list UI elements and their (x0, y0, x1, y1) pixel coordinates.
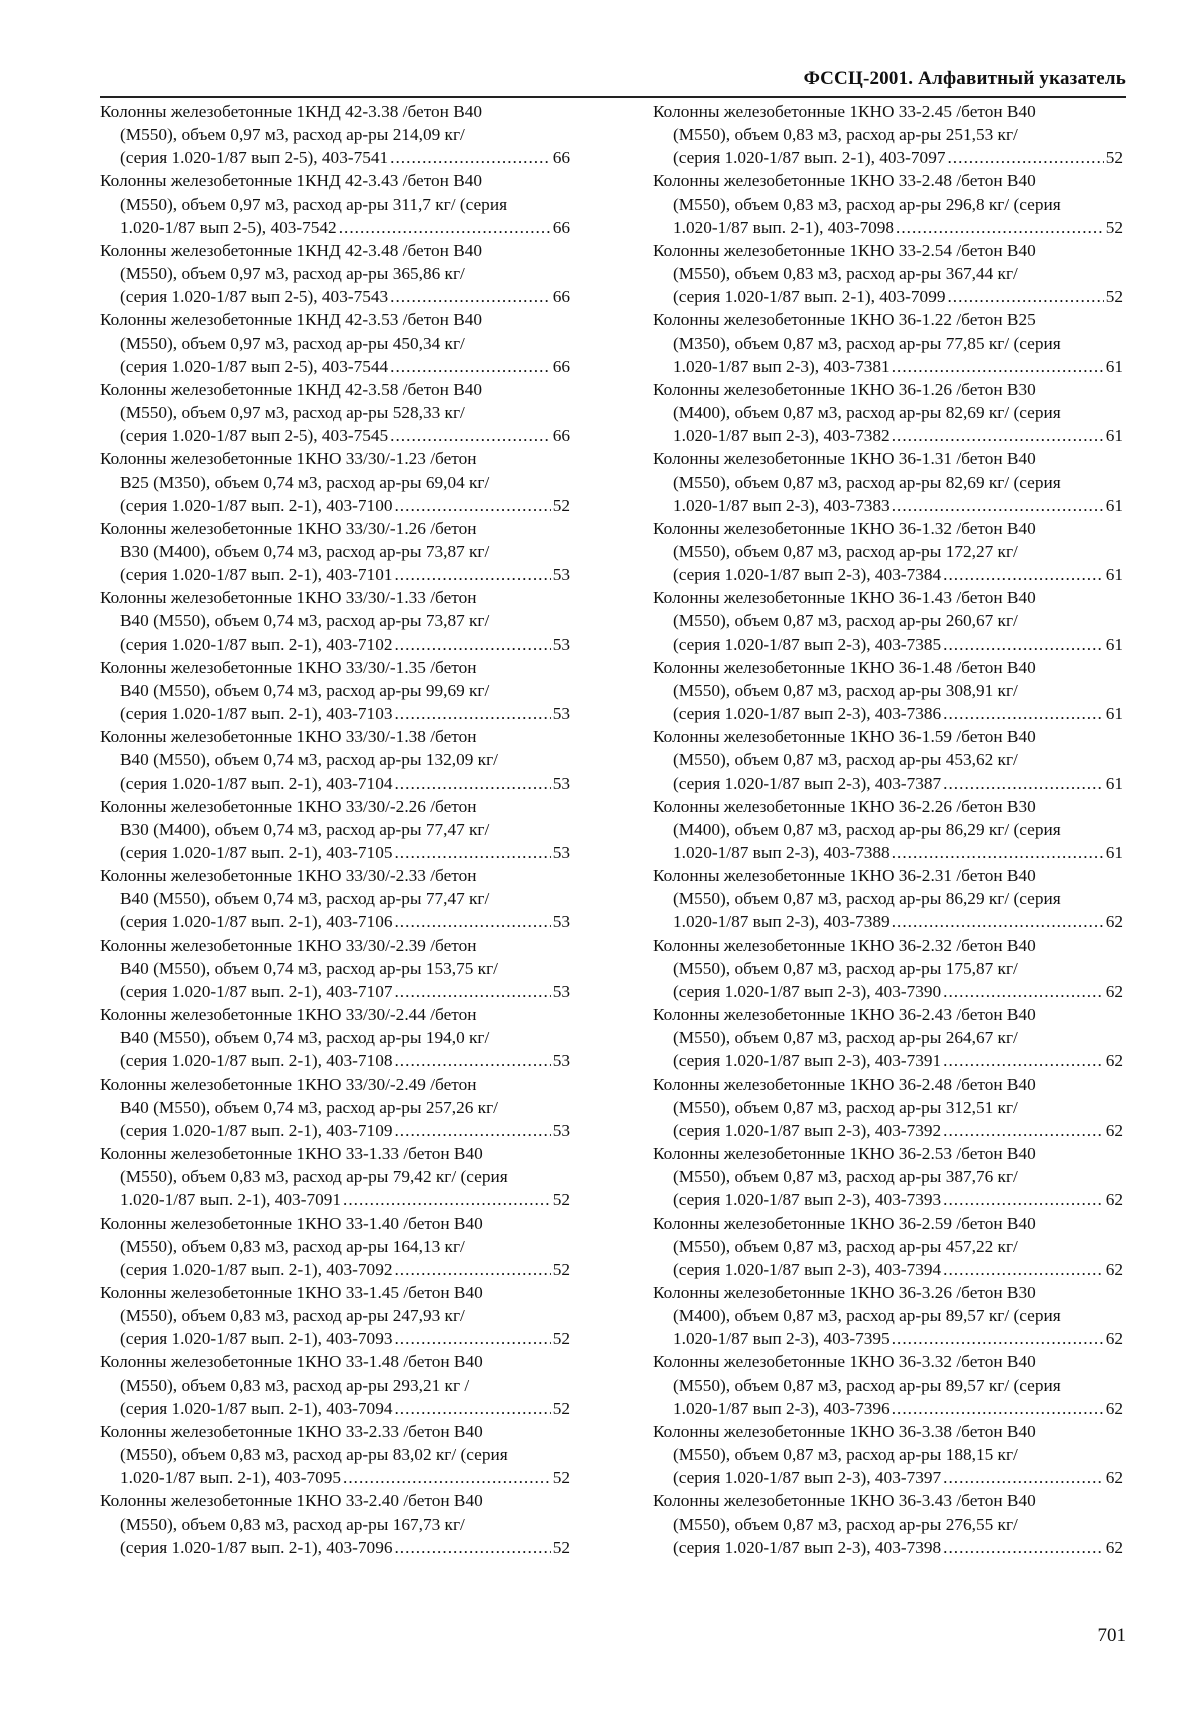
index-entry (653, 517, 1123, 586)
index-entry (100, 378, 570, 447)
entry-line: (М550), объем 0,87 м3, расход ар-ры 264,67 кг/ (673, 1028, 1018, 1048)
entry-line: (серия 1.020-1/87 вып. 2-1), 403-7097 (673, 148, 946, 168)
entry-last-line (100, 1049, 570, 1072)
entry-line: (серия 1.020-1/87 вып 2-3), 403-7392 (673, 1120, 942, 1140)
dot-leader (943, 633, 1104, 656)
index-entry (653, 1142, 1123, 1211)
entry-line: 1.020-1/87 вып. 2-1), 403-7095 (120, 1468, 342, 1488)
entry-heading: Колонны железобетонные 1КНО 36-2.48 /бетон В40 (653, 1074, 1036, 1094)
dot-leader (943, 1466, 1104, 1489)
index-entry (653, 1003, 1123, 1072)
dot-leader (394, 633, 550, 656)
index-entry (100, 239, 570, 308)
index-entry (100, 169, 570, 238)
entry-heading: Колонны железобетонные 1КНО 36-1.59 /бетон В40 (653, 727, 1036, 747)
entry-heading: Колонны железобетонные 1КНО 33-2.40 /бетон В40 (100, 1491, 483, 1511)
entry-line: (серия 1.020-1/87 вып. 2-1), 403-7106 (120, 912, 393, 932)
entry-line: (серия 1.020-1/87 вып 2-3), 403-7385 (673, 634, 942, 654)
entry-heading: Колонны железобетонные 1КНО 33-1.40 /бетон В40 (100, 1213, 483, 1233)
entry-line: В40 (М550), объем 0,74 м3, расход ар-ры 257,26 кг/ (120, 1097, 498, 1117)
entry-line: (серия 1.020-1/87 вып 2-3), 403-7391 (673, 1051, 942, 1071)
entry-page-ref: 52 (552, 1259, 570, 1279)
index-entry (653, 864, 1123, 933)
entry-line: (М550), объем 0,97 м3, расход ар-ры 311,7 кг/ (серия (120, 194, 508, 214)
entry-page-ref: 62 (1105, 1259, 1123, 1279)
dot-leader (943, 1188, 1104, 1211)
entry-page-ref: 61 (1105, 773, 1123, 793)
entry-page-ref: 53 (552, 843, 570, 862)
dot-leader (394, 1397, 550, 1420)
entry-page-ref: 53 (552, 565, 570, 585)
index-entry (100, 308, 570, 377)
entry-page-ref: 52 (1105, 148, 1123, 168)
entry-line: В30 (М400), объем 0,74 м3, расход ар-ры 77,47 кг/ (120, 819, 490, 839)
entry-page-ref: 61 (1105, 426, 1123, 446)
entry-line: 1.020-1/87 вып 2-3), 403-7382 (673, 426, 890, 446)
entry-line: (М550), объем 0,87 м3, расход ар-ры 387,76 кг/ (673, 1167, 1018, 1187)
index-entry (100, 1281, 570, 1350)
index-entry (100, 725, 570, 794)
entry-page-ref: 52 (552, 495, 570, 515)
entry-last-line (100, 841, 570, 864)
entry-page-ref: 53 (552, 1051, 570, 1071)
dot-leader (943, 980, 1104, 1003)
dot-leader (394, 910, 550, 933)
index-entry (653, 1420, 1123, 1489)
dot-leader (943, 1536, 1104, 1559)
entry-last-line (653, 1397, 1123, 1420)
dot-leader (943, 702, 1104, 725)
entry-last-line (100, 1119, 570, 1142)
index-entry (653, 1281, 1123, 1350)
entry-heading: Колонны железобетонные 1КНО 36-1.48 /бетон В40 (653, 657, 1036, 677)
index-entry (100, 1212, 570, 1281)
dot-leader (394, 1119, 550, 1142)
index-entry (100, 1350, 570, 1419)
entry-heading: Колонны железобетонные 1КНО 36-3.32 /бетон В40 (653, 1352, 1036, 1372)
entry-line: (серия 1.020-1/87 вып. 2-1), 403-7094 (120, 1398, 393, 1418)
entry-heading: Колонны железобетонные 1КНО 36-2.26 /бетон В30 (653, 796, 1036, 816)
index-entry (653, 656, 1123, 725)
entry-last-line (653, 563, 1123, 586)
dot-leader (892, 355, 1104, 378)
entry-last-line (653, 146, 1123, 169)
entry-heading: Колонны железобетонные 1КНО 33/30/-2.33 /бетон (100, 866, 477, 886)
index-entry (100, 1003, 570, 1072)
entry-line: (серия 1.020-1/87 вып 2-3), 403-7394 (673, 1259, 942, 1279)
entry-heading: Колонны железобетонные 1КНО 33-1.45 /бетон В40 (100, 1282, 483, 1302)
entry-page-ref: 62 (1105, 1120, 1123, 1140)
entry-page-ref: 66 (552, 287, 570, 307)
entry-last-line (653, 1258, 1123, 1281)
entry-line: (серия 1.020-1/87 вып. 2-1), 403-7108 (120, 1051, 393, 1071)
entry-last-line (100, 910, 570, 933)
entry-line: 1.020-1/87 вып 2-3), 403-7388 (673, 843, 890, 862)
entry-page-ref: 52 (552, 1468, 570, 1488)
entry-line: (серия 1.020-1/87 вып. 2-1), 403-7103 (120, 704, 393, 724)
dot-leader (394, 1049, 550, 1072)
index-entry (653, 447, 1123, 516)
index-entry (100, 1142, 570, 1211)
entry-page-ref: 52 (1105, 287, 1123, 307)
entry-last-line (653, 1466, 1123, 1489)
entry-line: (М350), объем 0,87 м3, расход ар-ры 77,85 кг/ (серия (673, 333, 1061, 353)
entry-page-ref: 61 (1105, 565, 1123, 585)
entry-last-line (100, 563, 570, 586)
entry-heading: Колонны железобетонные 1КНО 33-2.45 /бетон В40 (653, 102, 1036, 121)
entry-page-ref: 53 (552, 773, 570, 793)
entry-line: (серия 1.020-1/87 вып 2-5), 403-7544 (120, 356, 389, 376)
entry-page-ref: 61 (1105, 843, 1123, 862)
dot-leader (394, 702, 550, 725)
entry-page-ref: 62 (1105, 1051, 1123, 1071)
index-entry (653, 934, 1123, 1003)
entry-last-line (100, 633, 570, 656)
entry-page-ref: 53 (552, 1120, 570, 1140)
entry-heading: Колонны железобетонные 1КНО 33/30/-2.26 /бетон (100, 796, 477, 816)
entry-line: (М550), объем 0,87 м3, расход ар-ры 457,22 кг/ (673, 1236, 1018, 1256)
entry-page-ref: 61 (1105, 634, 1123, 654)
index-entry (100, 586, 570, 655)
entry-line: (серия 1.020-1/87 вып 2-3), 403-7384 (673, 565, 942, 585)
entry-line: (М550), объем 0,83 м3, расход ар-ры 367,44 кг/ (673, 264, 1018, 284)
entry-page-ref: 61 (1105, 356, 1123, 376)
entry-line: (М550), объем 0,87 м3, расход ар-ры 175,87 кг/ (673, 958, 1018, 978)
entry-line: (серия 1.020-1/87 вып 2-3), 403-7386 (673, 704, 942, 724)
entry-line: (серия 1.020-1/87 вып 2-5), 403-7543 (120, 287, 389, 307)
index-entry (100, 656, 570, 725)
entry-heading: Колонны железобетонные 1КНО 36-1.43 /бетон В40 (653, 588, 1036, 608)
entry-last-line (653, 1188, 1123, 1211)
dot-leader (394, 980, 550, 1003)
dot-leader (892, 841, 1104, 864)
dot-leader (390, 146, 551, 169)
entry-last-line (653, 980, 1123, 1003)
index-entry (653, 378, 1123, 447)
entry-page-ref: 52 (1105, 217, 1123, 237)
dot-leader (943, 1119, 1104, 1142)
entry-line: (серия 1.020-1/87 вып. 2-1), 403-7104 (120, 773, 393, 793)
entry-heading: Колонны железобетонные 1КНО 33/30/-1.23 /бетон (100, 449, 477, 469)
entry-line: (серия 1.020-1/87 вып 2-3), 403-7393 (673, 1190, 942, 1210)
entry-last-line (653, 355, 1123, 378)
entry-last-line (100, 146, 570, 169)
entry-page-ref: 62 (1105, 1190, 1123, 1210)
entry-line: (М550), объем 0,83 м3, расход ар-ры 79,42 кг/ (серия (120, 1167, 508, 1187)
entry-line: (серия 1.020-1/87 вып. 2-1), 403-7092 (120, 1259, 393, 1279)
entry-heading: Колонны железобетонные 1КНД 42-3.58 /бетон В40 (100, 379, 483, 399)
dot-leader (943, 563, 1104, 586)
entry-line: (М550), объем 0,87 м3, расход ар-ры 453,62 кг/ (673, 750, 1018, 770)
entry-line: В40 (М550), объем 0,74 м3, расход ар-ры 132,09 кг/ (120, 750, 498, 770)
entry-heading: Колонны железобетонные 1КНО 33-2.54 /бетон В40 (653, 240, 1036, 260)
entry-line: (М550), объем 0,87 м3, расход ар-ры 188,15 кг/ (673, 1445, 1018, 1465)
dot-leader (394, 841, 550, 864)
entry-line: (М400), объем 0,87 м3, расход ар-ры 89,57 кг/ (серия (673, 1306, 1061, 1326)
entry-last-line (100, 1536, 570, 1559)
entry-last-line (100, 702, 570, 725)
entry-line: (серия 1.020-1/87 вып. 2-1), 403-7109 (120, 1120, 393, 1140)
entry-heading: Колонны железобетонные 1КНО 36-2.31 /бетон В40 (653, 866, 1036, 886)
entry-page-ref: 52 (552, 1398, 570, 1418)
index-entry (653, 586, 1123, 655)
entry-line: (М550), объем 0,97 м3, расход ар-ры 450,34 кг/ (120, 333, 465, 353)
entry-last-line (653, 1327, 1123, 1350)
index-entry (653, 795, 1123, 864)
entry-heading: Колонны железобетонные 1КНО 33/30/-2.39 /бетон (100, 935, 477, 955)
entry-heading: Колонны железобетонные 1КНД 42-3.43 /бетон В40 (100, 171, 483, 191)
entry-page-ref: 62 (1105, 1398, 1123, 1418)
entry-line: (серия 1.020-1/87 вып 2-5), 403-7545 (120, 426, 389, 446)
entry-line: 1.020-1/87 вып 2-3), 403-7383 (673, 495, 890, 515)
entry-heading: Колонны железобетонные 1КНО 33/30/-2.44 /бетон (100, 1005, 477, 1025)
entry-line: (М550), объем 0,83 м3, расход ар-ры 167,73 кг/ (120, 1514, 465, 1534)
entry-last-line (653, 216, 1123, 239)
entry-line: (серия 1.020-1/87 вып. 2-1), 403-7100 (120, 495, 393, 515)
entry-page-ref: 62 (1105, 1468, 1123, 1488)
dot-leader (394, 1536, 550, 1559)
entry-line: (серия 1.020-1/87 вып 2-5), 403-7541 (120, 148, 389, 168)
dot-leader (390, 424, 551, 447)
entry-heading: Колонны железобетонные 1КНО 36-2.59 /бетон В40 (653, 1213, 1036, 1233)
dot-leader (892, 1397, 1104, 1420)
index-column-right (653, 100, 1123, 1559)
entry-last-line (100, 285, 570, 308)
entry-line: (серия 1.020-1/87 вып. 2-1), 403-7099 (673, 287, 946, 307)
index-entry (100, 864, 570, 933)
entry-page-ref: 53 (552, 634, 570, 654)
running-header (100, 66, 1126, 98)
entry-line: (серия 1.020-1/87 вып. 2-1), 403-7107 (120, 981, 393, 1001)
entry-line: (М550), объем 0,87 м3, расход ар-ры 82,69 кг/ (серия (673, 472, 1061, 492)
entry-line: (М400), объем 0,87 м3, расход ар-ры 82,69 кг/ (серия (673, 403, 1061, 423)
index-entry (100, 517, 570, 586)
entry-page-ref: 52 (552, 1190, 570, 1210)
entry-last-line (653, 1536, 1123, 1559)
entry-page-ref: 62 (1105, 1537, 1123, 1557)
dot-leader (947, 146, 1103, 169)
entry-last-line (100, 1327, 570, 1350)
entry-page-ref: 52 (552, 1329, 570, 1349)
entry-page-ref: 66 (552, 356, 570, 376)
entry-last-line (653, 910, 1123, 933)
entry-last-line (653, 494, 1123, 517)
entry-line: В40 (М550), объем 0,74 м3, расход ар-ры 77,47 кг/ (120, 889, 490, 909)
index-entry (653, 1212, 1123, 1281)
entry-last-line (653, 772, 1123, 795)
entry-last-line (100, 424, 570, 447)
dot-leader (394, 1327, 550, 1350)
dot-leader (390, 285, 551, 308)
entry-last-line (100, 1258, 570, 1281)
entry-line: (серия 1.020-1/87 вып. 2-1), 403-7102 (120, 634, 393, 654)
header-title: ФССЦ-2001. Алфавитный указатель (803, 68, 1126, 89)
entry-line: (М550), объем 0,87 м3, расход ар-ры 276,55 кг/ (673, 1514, 1018, 1534)
index-entry (100, 100, 570, 169)
entry-line: (М550), объем 0,87 м3, расход ар-ры 308,91 кг/ (673, 680, 1018, 700)
page-number: 701 (1097, 1625, 1126, 1646)
entry-page-ref: 52 (552, 1537, 570, 1557)
entry-line: 1.020-1/87 вып 2-5), 403-7542 (120, 217, 337, 237)
entry-line: (М400), объем 0,87 м3, расход ар-ры 86,29 кг/ (серия (673, 819, 1061, 839)
index-entry (653, 169, 1123, 238)
entry-line: 1.020-1/87 вып 2-3), 403-7381 (673, 356, 890, 376)
entry-last-line (100, 355, 570, 378)
index-entry (100, 1420, 570, 1489)
dot-leader (943, 772, 1104, 795)
entry-heading: Колонны железобетонные 1КНО 36-2.43 /бетон В40 (653, 1005, 1036, 1025)
entry-line: (М550), объем 0,83 м3, расход ар-ры 247,93 кг/ (120, 1306, 465, 1326)
entry-last-line (653, 424, 1123, 447)
entry-last-line (100, 772, 570, 795)
entry-heading: Колонны железобетонные 1КНО 33-2.33 /бетон В40 (100, 1421, 483, 1441)
entry-line: (М550), объем 0,87 м3, расход ар-ры 172,27 кг/ (673, 541, 1018, 561)
index-entry (653, 1350, 1123, 1419)
entry-heading: Колонны железобетонные 1КНО 33/30/-1.33 /бетон (100, 588, 477, 608)
entry-line: (серия 1.020-1/87 вып. 2-1), 403-7101 (120, 565, 393, 585)
dot-leader (394, 494, 550, 517)
dot-leader (892, 1327, 1104, 1350)
entry-line: (серия 1.020-1/87 вып 2-3), 403-7390 (673, 981, 942, 1001)
entry-heading: Колонны железобетонные 1КНО 36-1.22 /бетон В25 (653, 310, 1036, 330)
entry-page-ref: 62 (1105, 1329, 1123, 1349)
index-entry (100, 1073, 570, 1142)
entry-page-ref: 66 (552, 217, 570, 237)
entry-line: (М550), объем 0,87 м3, расход ар-ры 312,51 кг/ (673, 1097, 1018, 1117)
entry-heading: Колонны железобетонные 1КНО 33/30/-1.26 /бетон (100, 518, 477, 538)
entry-last-line (653, 1119, 1123, 1142)
entry-page-ref: 53 (552, 981, 570, 1001)
entry-line: (М550), объем 0,83 м3, расход ар-ры 296,8 кг/ (серия (673, 194, 1061, 214)
entry-heading: Колонны железобетонные 1КНО 36-3.38 /бетон В40 (653, 1421, 1036, 1441)
dot-leader (947, 285, 1103, 308)
index-entry (653, 100, 1123, 169)
entry-last-line (653, 841, 1123, 864)
entry-line: В25 (М350), объем 0,74 м3, расход ар-ры 69,04 кг/ (120, 472, 490, 492)
dot-leader (394, 1258, 550, 1281)
dot-leader (394, 563, 550, 586)
entry-heading: Колонны железобетонные 1КНО 36-1.31 /бетон В40 (653, 449, 1036, 469)
entry-heading: Колонны железобетонные 1КНО 36-3.26 /бетон В30 (653, 1282, 1036, 1302)
dot-leader (390, 355, 551, 378)
entry-line: (серия 1.020-1/87 вып 2-3), 403-7397 (673, 1468, 942, 1488)
entry-heading: Колонны железобетонные 1КНД 42-3.38 /бетон В40 (100, 102, 483, 121)
entry-page-ref: 66 (552, 148, 570, 168)
entry-line: (М550), объем 0,83 м3, расход ар-ры 83,02 кг/ (серия (120, 1445, 508, 1465)
dot-leader (896, 216, 1104, 239)
entry-line: (М550), объем 0,83 м3, расход ар-ры 164,13 кг/ (120, 1236, 465, 1256)
entry-page-ref: 62 (1105, 912, 1123, 932)
entry-last-line (653, 702, 1123, 725)
entry-line: (серия 1.020-1/87 вып. 2-1), 403-7105 (120, 843, 393, 862)
entry-page-ref: 61 (1105, 704, 1123, 724)
entry-heading: Колонны железобетонные 1КНД 42-3.53 /бетон В40 (100, 310, 483, 330)
entry-last-line (653, 285, 1123, 308)
index-entry (100, 795, 570, 864)
dot-leader (892, 494, 1104, 517)
entry-heading: Колонны железобетонные 1КНО 33-1.48 /бетон В40 (100, 1352, 483, 1372)
entry-heading: Колонны железобетонные 1КНО 33-2.48 /бетон В40 (653, 171, 1036, 191)
index-column-left (100, 100, 570, 1559)
entry-page-ref: 53 (552, 704, 570, 724)
entry-line: (М550), объем 0,97 м3, расход ар-ры 528,33 кг/ (120, 403, 465, 423)
entry-heading: Колонны железобетонные 1КНО 36-2.32 /бетон В40 (653, 935, 1036, 955)
entry-line: (М550), объем 0,83 м3, расход ар-ры 251,53 кг/ (673, 125, 1018, 145)
entry-heading: Колонны железобетонные 1КНО 33/30/-1.38 /бетон (100, 727, 477, 747)
entry-heading: Колонны железобетонные 1КНО 36-1.32 /бетон В40 (653, 518, 1036, 538)
index-entry (100, 1489, 570, 1558)
entry-last-line (100, 980, 570, 1003)
entry-heading: Колонны железобетонные 1КНО 36-2.53 /бетон В40 (653, 1144, 1036, 1164)
entry-heading: Колонны железобетонные 1КНО 33/30/-1.35 /бетон (100, 657, 477, 677)
dot-leader (892, 424, 1104, 447)
entry-page-ref: 62 (1105, 981, 1123, 1001)
entry-line: 1.020-1/87 вып 2-3), 403-7396 (673, 1398, 890, 1418)
entry-last-line (100, 494, 570, 517)
index-entry (653, 725, 1123, 794)
entry-line: 1.020-1/87 вып. 2-1), 403-7091 (120, 1190, 342, 1210)
entry-page-ref: 61 (1105, 495, 1123, 515)
entry-line: 1.020-1/87 вып 2-3), 403-7389 (673, 912, 890, 932)
entry-heading: Колонны железобетонные 1КНО 36-3.43 /бетон В40 (653, 1491, 1036, 1511)
index-entry (653, 239, 1123, 308)
entry-page-ref: 53 (552, 912, 570, 932)
entry-line: В40 (М550), объем 0,74 м3, расход ар-ры 73,87 кг/ (120, 611, 490, 631)
entry-line: В40 (М550), объем 0,74 м3, расход ар-ры 153,75 кг/ (120, 958, 498, 978)
entry-heading: Колонны железобетонные 1КНО 33/30/-2.49 /бетон (100, 1074, 477, 1094)
dot-leader (343, 1466, 551, 1489)
entry-line: (М550), объем 0,87 м3, расход ар-ры 89,57 кг/ (серия (673, 1375, 1061, 1395)
entry-line: (М550), объем 0,97 м3, расход ар-ры 365,86 кг/ (120, 264, 465, 284)
index-entry (653, 1073, 1123, 1142)
entry-line: В40 (М550), объем 0,74 м3, расход ар-ры 194,0 кг/ (120, 1028, 490, 1048)
entry-line: (серия 1.020-1/87 вып. 2-1), 403-7093 (120, 1329, 393, 1349)
entry-line: (серия 1.020-1/87 вып. 2-1), 403-7096 (120, 1537, 393, 1557)
index-entry (100, 934, 570, 1003)
entry-line: В30 (М400), объем 0,74 м3, расход ар-ры 73,87 кг/ (120, 541, 490, 561)
entry-heading: Колонны железобетонные 1КНО 33-1.33 /бетон В40 (100, 1144, 483, 1164)
entry-last-line (100, 216, 570, 239)
entry-line: В40 (М550), объем 0,74 м3, расход ар-ры 99,69 кг/ (120, 680, 490, 700)
entry-line: 1.020-1/87 вып 2-3), 403-7395 (673, 1329, 890, 1349)
entry-line: (М550), объем 0,87 м3, расход ар-ры 86,29 кг/ (серия (673, 889, 1061, 909)
dot-leader (943, 1049, 1104, 1072)
entry-last-line (100, 1466, 570, 1489)
entry-line: (серия 1.020-1/87 вып 2-3), 403-7387 (673, 773, 942, 793)
dot-leader (339, 216, 551, 239)
entry-heading: Колонны железобетонные 1КНД 42-3.48 /бетон В40 (100, 240, 483, 260)
entry-last-line (653, 1049, 1123, 1072)
entry-line: (М550), объем 0,97 м3, расход ар-ры 214,09 кг/ (120, 125, 465, 145)
dot-leader (943, 1258, 1104, 1281)
entry-line: (серия 1.020-1/87 вып 2-3), 403-7398 (673, 1537, 942, 1557)
entry-heading: Колонны железобетонные 1КНО 36-1.26 /бетон В30 (653, 379, 1036, 399)
entry-line: 1.020-1/87 вып. 2-1), 403-7098 (673, 217, 895, 237)
entry-last-line (100, 1397, 570, 1420)
index-entry (653, 308, 1123, 377)
dot-leader (892, 910, 1104, 933)
dot-leader (394, 772, 550, 795)
entry-line: (М550), объем 0,83 м3, расход ар-ры 293,21 кг / (120, 1375, 470, 1395)
entry-line: (М550), объем 0,87 м3, расход ар-ры 260,67 кг/ (673, 611, 1018, 631)
entry-page-ref: 66 (552, 426, 570, 446)
dot-leader (343, 1188, 551, 1211)
index-entry (100, 447, 570, 516)
index-entry (653, 1489, 1123, 1558)
entry-last-line (100, 1188, 570, 1211)
entry-last-line (653, 633, 1123, 656)
